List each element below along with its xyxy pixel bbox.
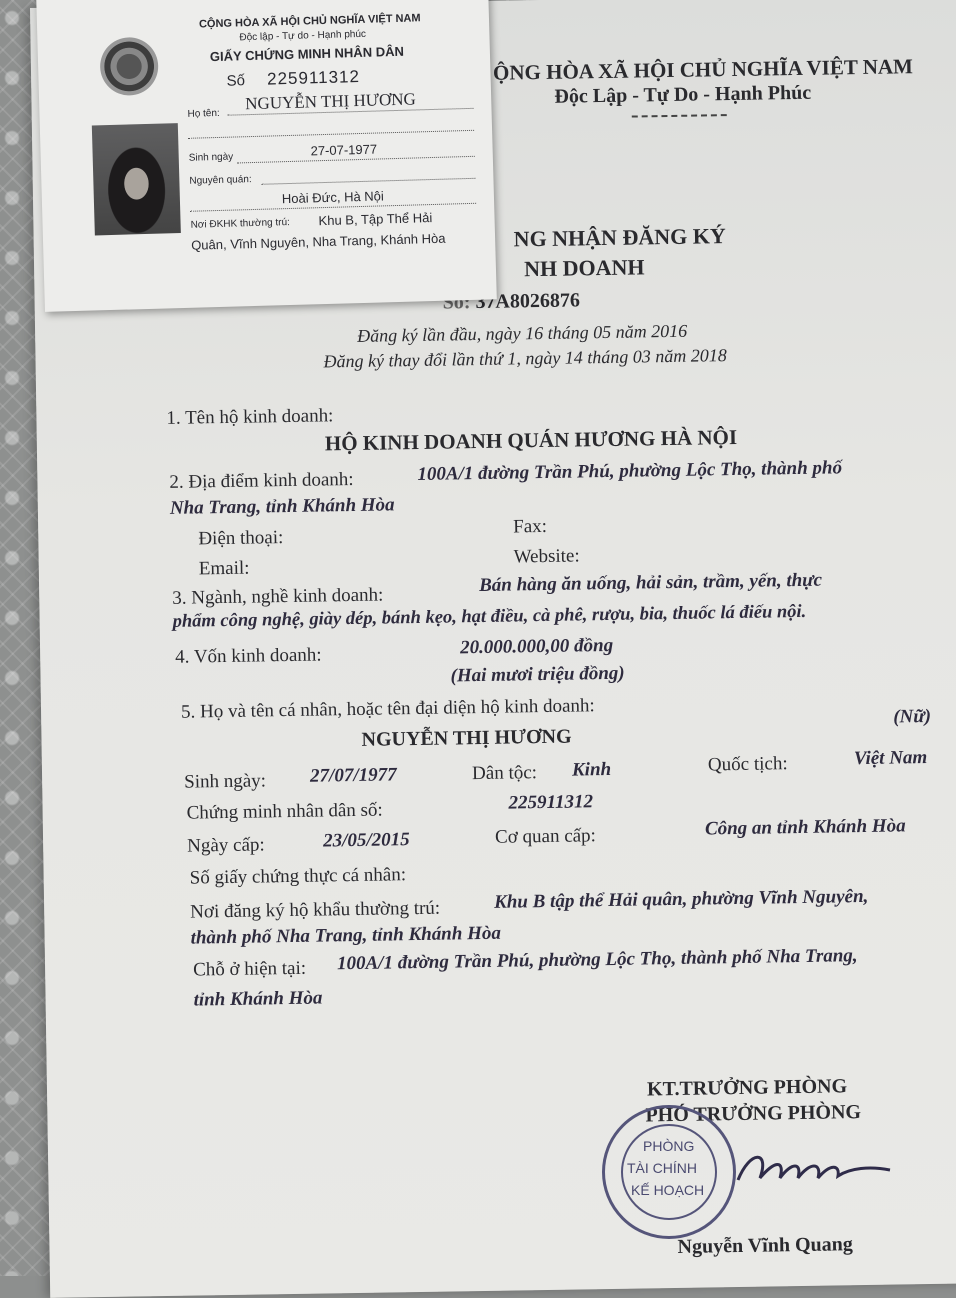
signer-name: Nguyễn Vĩnh Quang: [677, 1233, 853, 1258]
owner-dob: 27/07/1977: [309, 764, 397, 787]
signature-title-2: PHÓ TRƯỞNG PHÒNG: [645, 1101, 862, 1127]
id-card-title: GIẤY CHỨNG MINH NHÂN DÂN: [209, 43, 405, 65]
nationality-label: Quốc tịch:: [707, 753, 788, 776]
header-country: ỘNG HÒA XÃ HỘI CHỦ NGHĨA VIỆT NAM: [492, 54, 914, 85]
business-address-line1: 100A/1 đường Trần Phú, phường Lộc Thọ, thành phố: [417, 457, 843, 485]
id-card-origin-label: Nguyên quán:: [189, 174, 252, 187]
email-label: Email:: [198, 557, 250, 580]
section-5-label: 5. Họ và tên cá nhân, hoặc tên đại diện hộ kinh doanh:: [180, 695, 595, 723]
current-residence-line1: 100A/1 đường Trần Phú, phường Lộc Thọ, thành phố Nha Trang,: [336, 945, 858, 975]
capital-in-words: (Hai mươi triệu đồng): [450, 662, 625, 687]
current-residence-line2: tỉnh Khánh Hòa: [193, 987, 323, 1011]
handwritten-signature: [730, 1140, 900, 1200]
section-1-label: 1. Tên hộ kinh doanh:: [166, 405, 334, 429]
id-card-number-label: Số: [226, 72, 246, 90]
section-3-label: 3. Ngành, nghề kinh doanh:: [172, 584, 384, 609]
business-name: HỘ KINH DOANH QUÁN HƯƠNG HÀ NỘI: [324, 424, 738, 456]
issue-date-label: Ngày cấp:: [187, 834, 265, 857]
id-card-name: NGUYỄN THỊ HƯƠNG: [244, 89, 417, 114]
capital-amount: 20.000.000,00 đồng: [459, 634, 614, 659]
id-card-photo: [92, 123, 181, 235]
website-label: Website:: [513, 545, 580, 568]
section-2-label: 2. Địa điểm kinh doanh:: [169, 468, 354, 493]
trade-line2: phẩm công nghệ, giày dép, bánh kẹo, hạt điều, cà phê, rượu, bia, thuốc lá điếu nội.: [172, 601, 807, 632]
id-card-motto: Độc lập - Tự do - Hạnh phúc: [239, 28, 367, 44]
issuer-label: Cơ quan cấp:: [494, 825, 597, 848]
certificate-title-line2: NH DOANH: [523, 254, 645, 282]
id-card-number: 225911312: [266, 66, 361, 89]
id-card-dob-label: Sinh ngày: [188, 151, 234, 164]
id-number: 225911312: [508, 791, 594, 814]
id-number-label: Chứng minh nhân dân số:: [186, 799, 383, 824]
id-card-residence-line2: Quân, Vĩnh Nguyên, Nha Trang, Khánh Hòa: [190, 230, 446, 253]
id-card-residence-line1: Khu B, Tập Thể Hải: [318, 210, 433, 229]
header-divider: [632, 114, 727, 117]
certificate-number: 37A8026876: [475, 289, 581, 314]
owner-name: NGUYỄN THỊ HƯƠNG: [361, 725, 572, 751]
id-card-country: CỘNG HÒA XÃ HỘI CHỦ NGHĨA VIỆT NAM: [198, 12, 421, 31]
id-card-origin: Hoài Đức, Hà Nội: [281, 188, 384, 207]
current-residence-label: Chỗ ở hiện tại:: [192, 957, 307, 981]
trade-line1: Bán hàng ăn uống, hải sản, trầm, yến, thực: [478, 569, 823, 597]
nationality-value: Việt Nam: [853, 747, 928, 770]
certificate-title-line1: NG NHẬN ĐĂNG KÝ: [513, 223, 726, 252]
national-emblem-icon: [99, 37, 159, 97]
ethnic-value: Kinh: [571, 758, 612, 781]
issuer-value: Công an tỉnh Khánh Hòa: [704, 815, 906, 840]
id-card-residence-label: Nơi ĐKHK thường trú:: [190, 217, 291, 231]
certificate-number-label: Số:: [442, 291, 471, 314]
change-registration-date: Đăng ký thay đổi lần thứ 1, ngày 14 tháng 03 năm 2018: [323, 345, 727, 372]
owner-dob-label: Sinh ngày:: [184, 770, 267, 793]
signature-title-1: KT.TRƯỞNG PHÒNG: [646, 1075, 848, 1101]
id-card: [36, 0, 497, 312]
section-4-label: 4. Vốn kinh doanh:: [175, 644, 322, 668]
fax-label: Fax:: [513, 515, 548, 538]
personal-cert-label: Số giấy chứng thực cá nhân:: [189, 864, 407, 889]
first-registration-date: Đăng ký lần đầu, ngày 16 tháng 05 năm 2016: [357, 320, 688, 346]
header-motto: Độc Lập - Tự Do - Hạnh Phúc: [554, 81, 812, 108]
id-card-dob: 27-07-1977: [310, 141, 378, 159]
permanent-residence-label: Nơi đăng ký hộ khẩu thường trú:: [190, 897, 441, 923]
owner-gender: (Nữ): [893, 705, 932, 728]
permanent-residence-line2: thành phố Nha Trang, tỉnh Khánh Hòa: [190, 922, 502, 949]
official-seal: PHÒNG TÀI CHÍNH KẾ HOẠCH: [602, 1105, 736, 1239]
permanent-residence-line1: Khu B tập thể Hải quân, phường Vĩnh Nguyên,: [493, 885, 869, 913]
business-address-line2: Nha Trang, tỉnh Khánh Hòa: [169, 494, 395, 519]
id-card-name-label: Họ tên:: [187, 107, 220, 120]
issue-date: 23/05/2015: [322, 829, 410, 852]
ethnic-label: Dân tộc:: [471, 762, 538, 785]
phone-label: Điện thoại:: [198, 527, 284, 550]
